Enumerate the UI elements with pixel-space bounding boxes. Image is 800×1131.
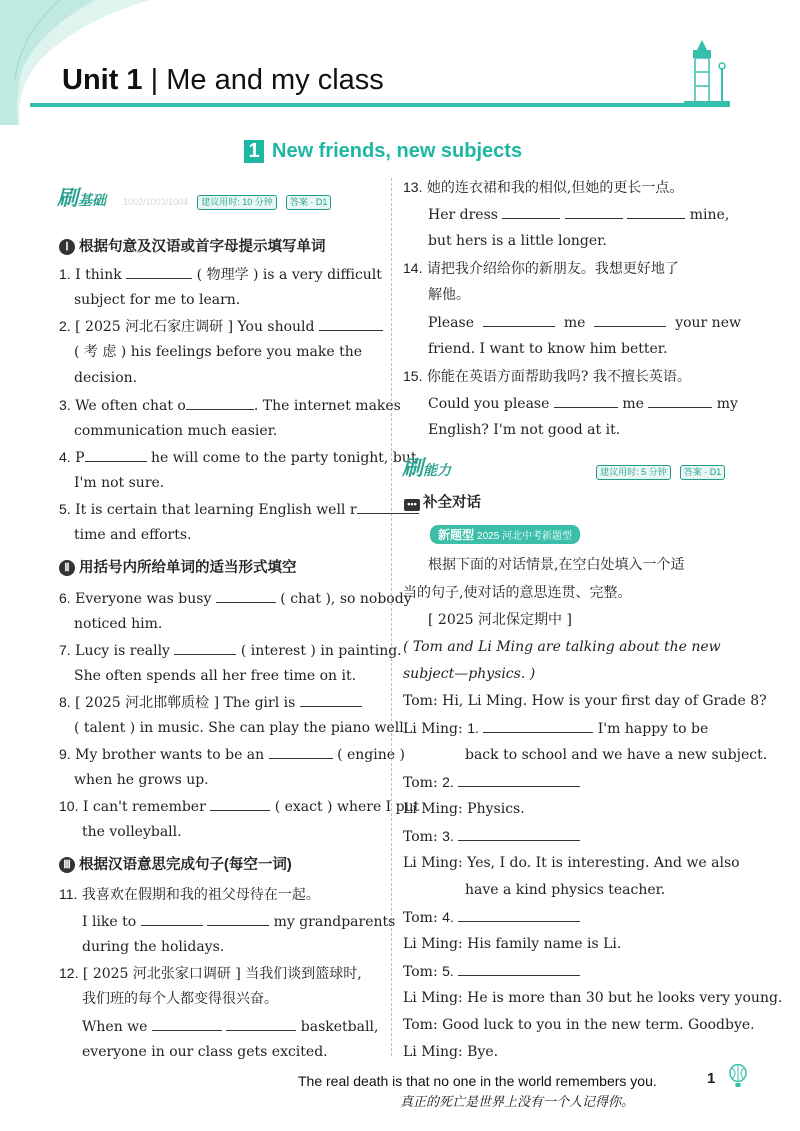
- q13-num: 13.: [403, 179, 423, 195]
- q8: [59, 693, 362, 712]
- q4-cont: I'm not sure.: [74, 475, 165, 491]
- q2-num: 2.: [59, 318, 71, 334]
- dialogue-heading: [404, 491, 481, 512]
- q14-cont: friend. I want to know him better.: [428, 341, 668, 357]
- q15-line: [428, 394, 738, 413]
- source: [ 2025 河北保定期中 ]: [428, 612, 572, 628]
- q2-cont-2: decision.: [74, 370, 138, 386]
- q13-blank-2[interactable]: [565, 205, 623, 219]
- unit-title: [62, 64, 384, 97]
- q12-blank-1[interactable]: [152, 1017, 222, 1031]
- speaker: Li Ming:: [403, 721, 463, 737]
- q15-num: 15.: [403, 368, 423, 384]
- q5: [59, 500, 419, 519]
- q1-text-b: ( 物理学 ) is a very difficult: [196, 267, 382, 283]
- header-rule: [30, 103, 730, 107]
- q14-text-b: me: [563, 315, 586, 331]
- roman-numeral: Ⅱ: [59, 560, 75, 576]
- dialog-line-2: [403, 719, 708, 738]
- speaker: Tom:: [403, 964, 438, 980]
- lesson-title: [244, 140, 522, 163]
- q4-text-b: he will come to the party tonight, but: [151, 450, 417, 466]
- q15-text-c: my: [716, 396, 738, 412]
- q13-text-b: mine,: [689, 207, 730, 223]
- footer-quote-cn: 真正的死亡是世界上没有一个人记得你。: [400, 1095, 635, 1110]
- dialog-line-9: [403, 962, 580, 981]
- q10-text-b: ( exact ) where I put: [274, 799, 420, 815]
- q14-text-a: Please: [428, 315, 474, 331]
- q13-text-a: Her dress: [428, 207, 498, 223]
- dialog-line-8: Li Ming: His family name is Li.: [403, 936, 622, 952]
- q9: [59, 745, 405, 764]
- q12-cont: everyone in our class gets excited.: [82, 1044, 328, 1060]
- q3-text-b: . The internet makes: [253, 398, 401, 414]
- q2-cont-1: ( 考 虑 ) his feelings before you make the: [74, 344, 363, 360]
- dialog-line-2-cont: back to school and we have a new subject.: [465, 747, 768, 763]
- q6-blank[interactable]: [216, 589, 276, 603]
- q12-cn-2: 我们班的每个人都变得很兴奋。: [82, 991, 278, 1007]
- part1-title: 根据句意及汉语或首字母提示填写单词: [79, 239, 326, 255]
- lesson-number: 1: [244, 140, 264, 163]
- dialog-line-11: Tom: Good luck to you in the new term. Goodbye.: [403, 1017, 755, 1033]
- q14-line: [428, 313, 741, 332]
- q14-cn-2: 解他。: [428, 287, 470, 303]
- part3-title: 根据汉语意思完成句子(每空一词): [79, 857, 292, 873]
- dialog-blank-5[interactable]: [458, 962, 580, 976]
- answer-pill[interactable]: 答案 · D1: [286, 195, 332, 210]
- q2-text-a: [ 2025 河北石家庄调研 ] You should: [75, 319, 315, 335]
- blank-num: 5.: [442, 963, 454, 979]
- dialog-blank-3[interactable]: [458, 827, 580, 841]
- q6-text-b: ( chat ), so nobody: [280, 591, 412, 607]
- q5-text-a: It is certain that learning English well r: [75, 502, 357, 518]
- part2-title: 用括号内所给单词的适当形式填空: [79, 560, 297, 576]
- q4-num: 4.: [59, 449, 71, 465]
- q2: [59, 317, 383, 336]
- q7: [59, 641, 402, 660]
- dialog-blank-4[interactable]: [458, 908, 580, 922]
- q15-text-b: me: [622, 396, 644, 412]
- q7-text-b: ( interest ) in painting.: [240, 643, 402, 659]
- roman-numeral: Ⅰ: [59, 239, 75, 255]
- q9-cont: when he grows up.: [74, 772, 209, 788]
- q10-text-a: I can't remember: [82, 799, 206, 815]
- footer-quote-en: The real death is that no one in the world remembers you.: [298, 1073, 657, 1089]
- q11-cont: during the holidays.: [82, 939, 225, 955]
- dialogue-title: 补全对话: [423, 495, 481, 511]
- q6: [59, 589, 412, 608]
- q10: [59, 797, 419, 816]
- q13-cn: 她的连衣裙和我的相似,但她的更长一点。: [426, 180, 684, 196]
- q11-num: 11.: [59, 886, 78, 902]
- q3-cont: communication much easier.: [74, 423, 278, 439]
- dialog-blank-1[interactable]: [483, 719, 593, 733]
- speaker: Tom:: [403, 829, 438, 845]
- brand-char: 刷: [57, 187, 78, 210]
- context-1: ( Tom and Li Ming are talking about the new: [403, 639, 721, 655]
- dialog-line-3: [403, 773, 580, 792]
- blank-num: 4.: [442, 909, 454, 925]
- q11-blank-1[interactable]: [141, 912, 203, 926]
- q13-blank-3[interactable]: [627, 205, 685, 219]
- q12-text-a: When we: [82, 1019, 148, 1035]
- dialog-text: I'm happy to be: [597, 721, 709, 737]
- time-pill: 建议用时: 5 分钟: [596, 465, 671, 480]
- q9-blank[interactable]: [269, 745, 333, 759]
- q14: [403, 259, 679, 278]
- q7-cont: She often spends all her free time on it.: [74, 668, 357, 684]
- faint-code: 1002/1003/1004: [123, 197, 189, 207]
- new-tag-big: 新题型: [438, 528, 475, 542]
- q4-text-a: P: [75, 450, 85, 466]
- q2-blank[interactable]: [319, 317, 383, 331]
- q11-text-a: I like to: [82, 914, 137, 930]
- q4-blank[interactable]: [85, 448, 147, 462]
- q10-blank[interactable]: [210, 797, 270, 811]
- balloon-icon: [728, 1064, 748, 1088]
- blank-num: 3.: [442, 828, 454, 844]
- instruction-1: 根据下面的对话情景,在空白处填入一个适: [428, 557, 685, 573]
- q15-text-a: Could you please: [428, 396, 550, 412]
- lighthouse-icon: [684, 40, 730, 102]
- q7-blank[interactable]: [174, 641, 236, 655]
- dialog-blank-2[interactable]: [458, 773, 580, 787]
- new-question-tag: [430, 524, 580, 544]
- q11-text-b: my grandparents: [273, 914, 396, 930]
- q8-num: 8.: [59, 694, 71, 710]
- q12-num: 12.: [59, 965, 79, 981]
- q13-blank-1[interactable]: [502, 205, 560, 219]
- q8-text-a: [ 2025 河北邯郸质检 ] The girl is: [75, 695, 296, 711]
- q1-blank[interactable]: [126, 265, 192, 279]
- dialog-line-5: [403, 827, 580, 846]
- q14-blank-2[interactable]: [594, 313, 666, 327]
- time-pill: 建议用时: 10 分钟: [197, 195, 277, 210]
- part2-heading: [59, 556, 297, 577]
- speaker: Tom:: [403, 910, 438, 926]
- q11-cn: 我喜欢在假期和我的祖父母待在一起。: [81, 887, 320, 903]
- dialog-line-10: Li Ming: He is more than 30 but he looks very young.: [403, 990, 783, 1006]
- speaker: Tom:: [403, 775, 438, 791]
- part3-heading: [59, 853, 292, 874]
- q13-cont: but hers is a little longer.: [428, 233, 607, 249]
- q15: [403, 367, 691, 386]
- q3-num: 3.: [59, 397, 71, 413]
- q12-cn-1: [ 2025 河北张家口调研 ] 当我们谈到篮球时,: [82, 966, 362, 982]
- q10-num: 10.: [59, 798, 79, 814]
- unit-separator: |: [150, 64, 159, 96]
- context-2: subject—physics. ): [403, 666, 536, 682]
- brand-word: 能力: [423, 462, 451, 478]
- unit-label: Unit 1: [62, 64, 143, 96]
- ability-section-header: [402, 452, 725, 482]
- q13: [403, 178, 683, 197]
- q8-cont: ( talent ) in music. She can play the piano well.: [74, 720, 409, 736]
- q1-text-a: I think: [75, 267, 122, 283]
- roman-numeral: Ⅲ: [59, 857, 75, 873]
- blank-num: 1.: [467, 720, 479, 736]
- new-tag-small: 2025 河北中考新题型: [477, 531, 573, 542]
- q3: [59, 396, 401, 415]
- q1: [59, 265, 382, 284]
- q14-num: 14.: [403, 260, 423, 276]
- q9-text-a: My brother wants to be an: [75, 747, 265, 763]
- q15-cn: 你能在英语方面帮助我吗? 我不擅长英语。: [426, 369, 691, 385]
- q12: [59, 964, 362, 983]
- q11-line: [82, 912, 395, 931]
- q14-blank-1[interactable]: [483, 313, 555, 327]
- q6-text-a: Everyone was busy: [75, 591, 212, 607]
- q11-blank-2[interactable]: [207, 912, 269, 926]
- q14-text-c: your new: [675, 315, 741, 331]
- q10-cont: the volleyball.: [82, 824, 182, 840]
- dialog-line-4: Li Ming: Physics.: [403, 801, 525, 817]
- q6-num: 6.: [59, 590, 71, 606]
- dialog-line-6: Li Ming: Yes, I do. It is interesting. And we also: [403, 855, 740, 871]
- q5-num: 5.: [59, 501, 71, 517]
- q3-text-a: We often chat o: [75, 398, 186, 414]
- q7-num: 7.: [59, 642, 71, 658]
- q14-cn-1: 请把我介绍给你的新朋友。我想更好地了: [426, 261, 679, 277]
- answer-pill[interactable]: 答案 · D1: [680, 465, 726, 480]
- q6-cont: noticed him.: [74, 616, 163, 632]
- q12-line: [82, 1017, 378, 1036]
- q8-blank[interactable]: [300, 693, 362, 707]
- q15-blank-2[interactable]: [648, 394, 712, 408]
- q1-num: 1.: [59, 266, 71, 282]
- q11: [59, 885, 320, 904]
- blank-num: 2.: [442, 774, 454, 790]
- dialog-line-7: [403, 908, 580, 927]
- q9-num: 9.: [59, 746, 71, 762]
- q7-text-a: Lucy is really: [75, 643, 170, 659]
- dialog-line-1: Tom: Hi, Li Ming. How is your first day of Grade 8?: [403, 693, 767, 709]
- instruction-2: 当的句子,使对话的意思连贯、完整。: [403, 585, 632, 601]
- brand-char: 刷: [402, 457, 423, 480]
- basic-section-header: [57, 182, 331, 212]
- chat-icon: •••: [404, 499, 420, 511]
- q9-text-b: ( engine ): [337, 747, 405, 763]
- q12-text-b: basketball,: [300, 1019, 379, 1035]
- page-number: 1: [707, 1070, 716, 1087]
- q13-line: [428, 205, 729, 224]
- q1-cont: subject for me to learn.: [74, 292, 241, 308]
- q12-blank-2[interactable]: [226, 1017, 296, 1031]
- unit-name: Me and my class: [166, 64, 384, 96]
- q3-blank[interactable]: [186, 396, 254, 410]
- q4: [59, 448, 416, 467]
- brand-word: 基础: [78, 192, 106, 208]
- dialog-line-12: Li Ming: Bye.: [403, 1044, 499, 1060]
- part1-heading: [59, 235, 326, 256]
- q15-blank-1[interactable]: [554, 394, 618, 408]
- dialog-line-6-cont: have a kind physics teacher.: [465, 882, 666, 898]
- lesson-name: New friends, new subjects: [272, 140, 523, 162]
- q5-cont: time and efforts.: [74, 527, 192, 543]
- q15-cont: English? I'm not good at it.: [428, 422, 621, 438]
